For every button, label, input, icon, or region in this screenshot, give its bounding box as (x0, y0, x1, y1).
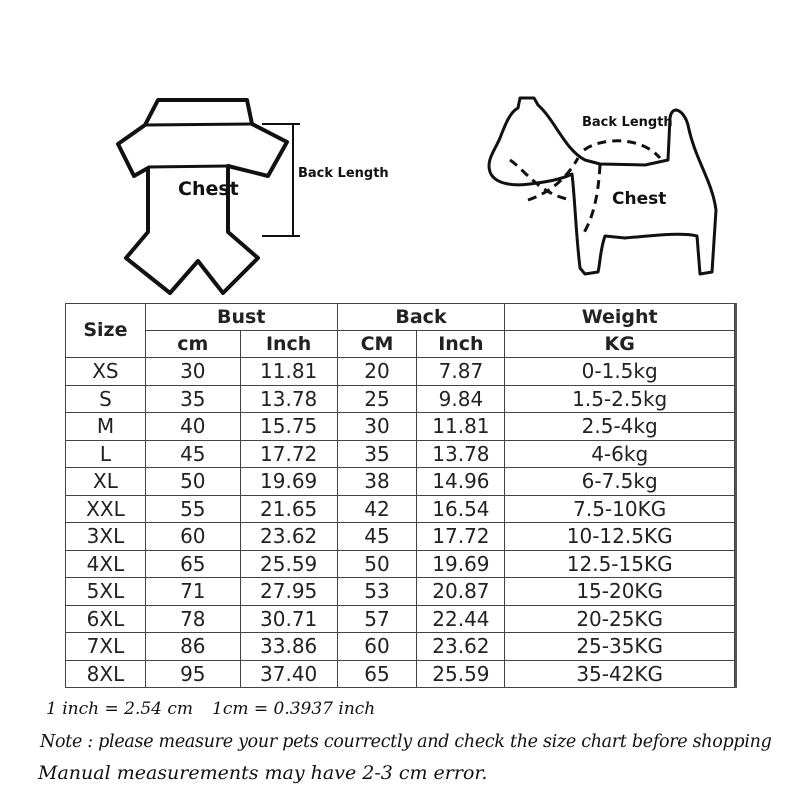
cell-back-inch: 13.78 (417, 440, 505, 468)
cell-back-inch: 16.54 (417, 495, 505, 523)
cell-back-inch: 20.87 (417, 578, 505, 606)
header-back: Back (337, 304, 505, 331)
table-row (66, 523, 735, 551)
table-row (66, 605, 735, 633)
cell-bust-inch: 11.81 (240, 358, 337, 386)
cell-weight: 4-6kg (505, 440, 735, 468)
cell-back-cm: 35 (337, 440, 417, 468)
cell-back-inch: 9.84 (417, 385, 505, 413)
cell-bust-inch: 17.72 (240, 440, 337, 468)
cell-bust-cm: 45 (145, 440, 240, 468)
cell-weight: 1.5-2.5kg (505, 385, 735, 413)
cell-back-cm: 38 (337, 468, 417, 496)
cell-bust-inch: 21.65 (240, 495, 337, 523)
cell-back-cm: 60 (337, 633, 417, 661)
table-row (66, 468, 735, 496)
cell-bust-inch: 30.71 (240, 605, 337, 633)
cell-bust-cm: 40 (145, 413, 240, 441)
table-row (66, 660, 735, 688)
cell-back-inch: 14.96 (417, 468, 505, 496)
cell-bust-inch: 37.40 (240, 660, 337, 688)
cell-weight: 15-20KG (505, 578, 735, 606)
cell-bust-inch: 15.75 (240, 413, 337, 441)
cell-size: S (66, 385, 146, 413)
table-row (66, 495, 735, 523)
cell-weight: 10-12.5KG (505, 523, 735, 551)
size-chart-table (65, 303, 735, 688)
cell-back-cm: 53 (337, 578, 417, 606)
table-row (66, 413, 735, 441)
conversion-cm: 1cm = 0.3937 inch (212, 699, 376, 719)
cell-back-inch: 22.44 (417, 605, 505, 633)
cell-size: L (66, 440, 146, 468)
cell-bust-cm: 55 (145, 495, 240, 523)
cell-bust-inch: 33.86 (240, 633, 337, 661)
cell-back-cm: 57 (337, 605, 417, 633)
cell-size: XXL (66, 495, 146, 523)
table-row (66, 633, 735, 661)
cell-back-cm: 65 (337, 660, 417, 688)
table-row (66, 550, 735, 578)
dog-back-length-label: Back Length (582, 115, 673, 130)
cell-size: XS (66, 358, 146, 386)
cell-size: M (66, 413, 146, 441)
cell-back-cm: 45 (337, 523, 417, 551)
table-row (66, 440, 735, 468)
cell-back-cm: 50 (337, 550, 417, 578)
cell-bust-inch: 13.78 (240, 385, 337, 413)
cell-weight: 12.5-15KG (505, 550, 735, 578)
cell-size: 3XL (66, 523, 146, 551)
cell-bust-cm: 60 (145, 523, 240, 551)
cell-size: 5XL (66, 578, 146, 606)
header-row-groups (66, 304, 735, 331)
cell-back-inch: 17.72 (417, 523, 505, 551)
garment-chest-label: Chest (178, 178, 239, 200)
cell-bust-cm: 65 (145, 550, 240, 578)
cell-back-cm: 42 (337, 495, 417, 523)
cell-back-inch: 19.69 (417, 550, 505, 578)
cell-size: XL (66, 468, 146, 496)
table-row (66, 385, 735, 413)
conversion-inch: 1 inch = 2.54 cm (46, 699, 194, 719)
error-note: Manual measurements may have 2-3 cm error. (38, 762, 488, 784)
header-bust-inch: Inch (240, 331, 337, 358)
header-back-cm: CM (337, 331, 417, 358)
measurement-note: Note : please measure your pets courrectly and check the size chart before shopping (40, 732, 772, 752)
cell-bust-cm: 35 (145, 385, 240, 413)
cell-back-inch: 25.59 (417, 660, 505, 688)
cell-weight: 2.5-4kg (505, 413, 735, 441)
garment-back-length-label: Back Length (298, 166, 389, 181)
header-bust: Bust (145, 304, 337, 331)
cell-bust-cm: 95 (145, 660, 240, 688)
cell-weight: 35-42KG (505, 660, 735, 688)
cell-weight: 0-1.5kg (505, 358, 735, 386)
cell-size: 6XL (66, 605, 146, 633)
cell-weight: 7.5-10KG (505, 495, 735, 523)
cell-bust-cm: 30 (145, 358, 240, 386)
header-weight: Weight (505, 304, 735, 331)
cell-bust-inch: 25.59 (240, 550, 337, 578)
cell-back-inch: 23.62 (417, 633, 505, 661)
cell-bust-inch: 19.69 (240, 468, 337, 496)
cell-back-cm: 20 (337, 358, 417, 386)
header-weight-kg: KG (505, 331, 735, 358)
header-back-inch: Inch (417, 331, 505, 358)
garment-diagram (0, 0, 800, 300)
dog-chest-label: Chest (612, 189, 667, 209)
cell-size: 4XL (66, 550, 146, 578)
cell-size: 7XL (66, 633, 146, 661)
cell-back-cm: 25 (337, 385, 417, 413)
header-bust-cm: cm (145, 331, 240, 358)
cell-weight: 6-7.5kg (505, 468, 735, 496)
cell-bust-inch: 23.62 (240, 523, 337, 551)
cell-weight: 20-25KG (505, 605, 735, 633)
cell-weight: 25-35KG (505, 633, 735, 661)
cell-bust-inch: 27.95 (240, 578, 337, 606)
table-row (66, 358, 735, 386)
header-size: Size (66, 304, 146, 358)
cell-back-inch: 7.87 (417, 358, 505, 386)
cell-back-cm: 30 (337, 413, 417, 441)
cell-bust-cm: 50 (145, 468, 240, 496)
cell-back-inch: 11.81 (417, 413, 505, 441)
header-row-units (66, 331, 735, 358)
cell-bust-cm: 71 (145, 578, 240, 606)
cell-size: 8XL (66, 660, 146, 688)
cell-bust-cm: 78 (145, 605, 240, 633)
cell-bust-cm: 86 (145, 633, 240, 661)
table-row (66, 578, 735, 606)
